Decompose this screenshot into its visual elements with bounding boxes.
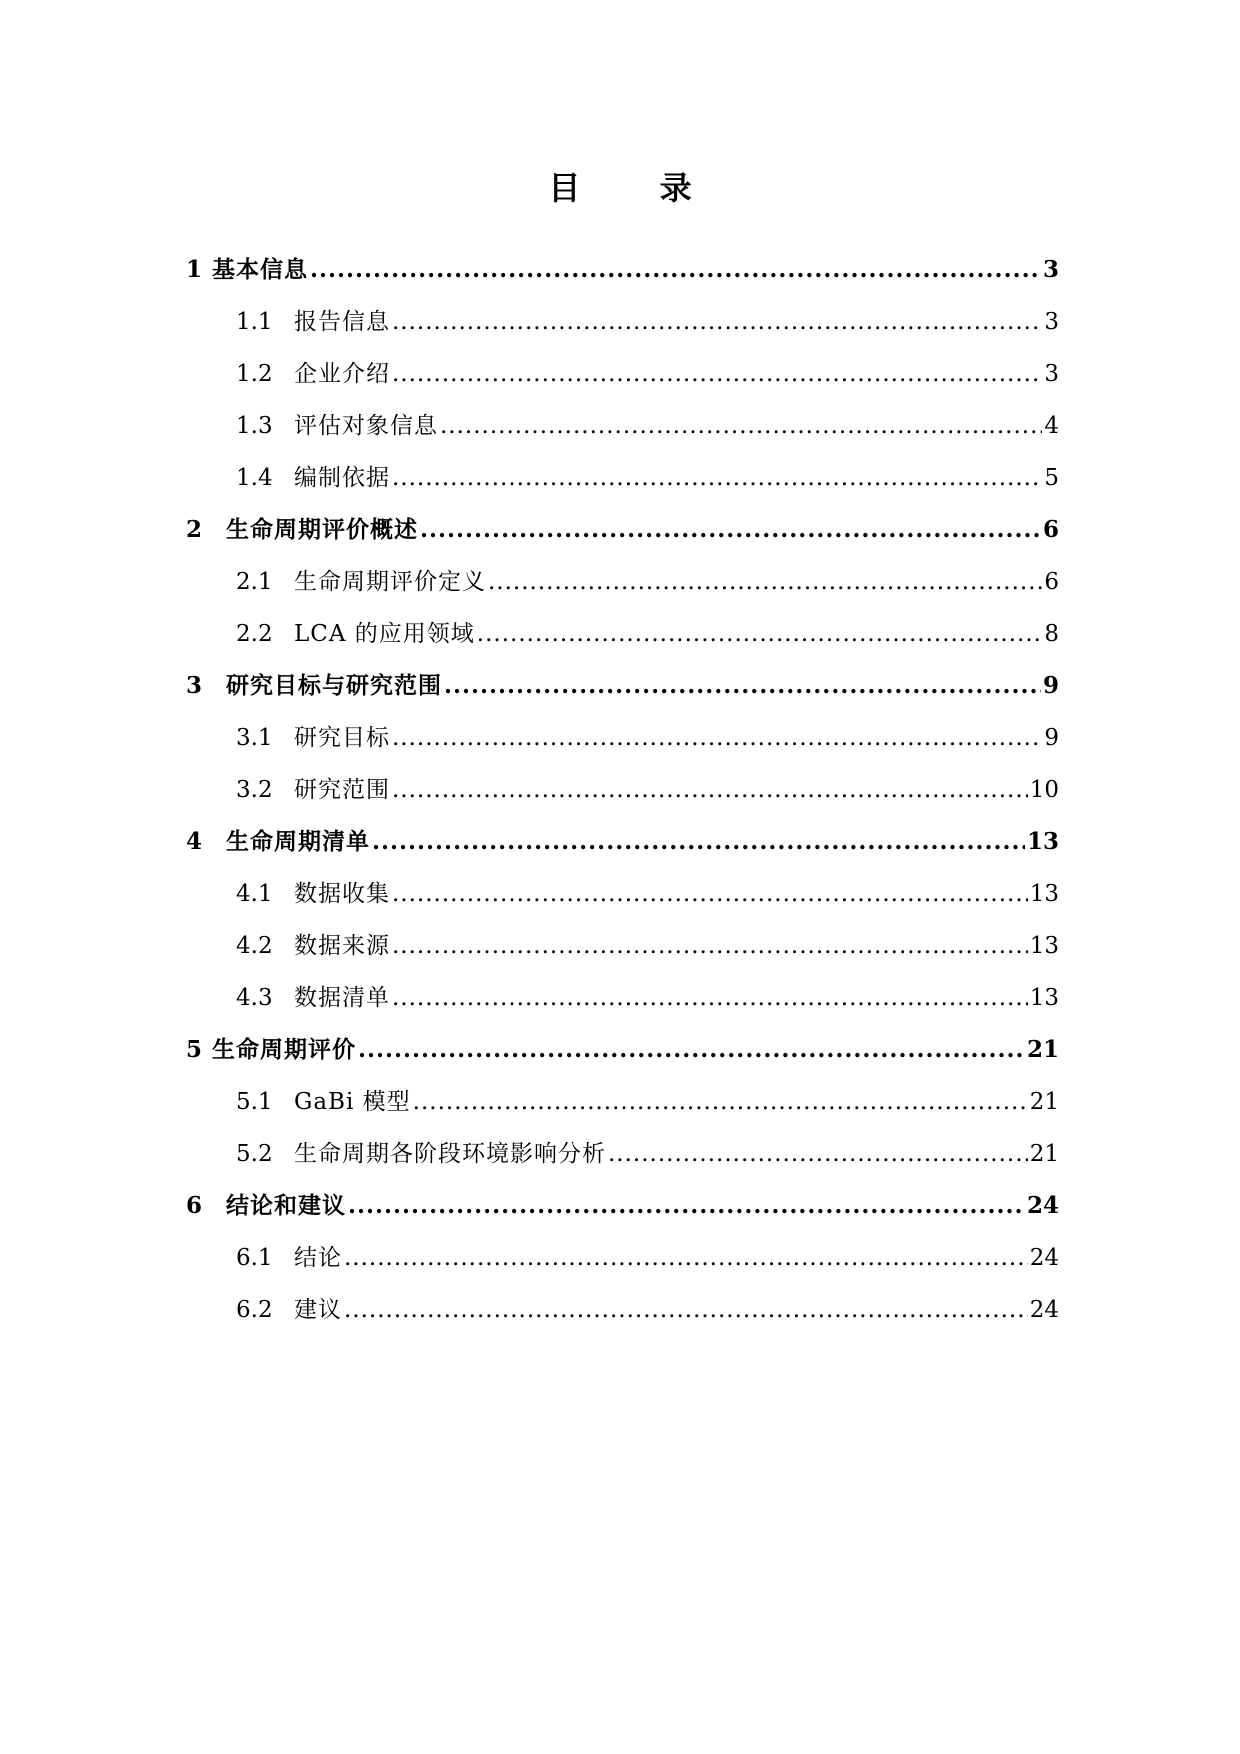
- toc-entry-number: 6: [186, 1192, 203, 1219]
- toc-entry-5[interactable]: [186, 1030, 1059, 1082]
- toc-entry-number: 6.1: [236, 1245, 273, 1271]
- toc-entry-page: 13: [1029, 881, 1059, 907]
- toc-entry-page: 3: [1044, 361, 1059, 387]
- dot-leader: [392, 458, 1042, 498]
- dot-leader: [392, 770, 1028, 810]
- toc-entry-1[interactable]: [186, 250, 1059, 302]
- toc-entry-number: 2.2: [236, 621, 273, 647]
- toc-entry-number: 1.3: [236, 413, 273, 439]
- toc-entry-6-2[interactable]: [186, 1290, 1059, 1342]
- toc-entry-label: 评估对象信息: [294, 413, 438, 439]
- toc-entry-number: 1.4: [236, 465, 273, 491]
- toc-entry-label: GaBi 模型: [294, 1089, 411, 1115]
- toc-entry-number: 5.2: [236, 1141, 273, 1167]
- toc-entry-number: 2: [186, 516, 203, 543]
- toc-entry-number: 3.1: [236, 725, 273, 751]
- toc-entry-page: 5: [1044, 465, 1059, 491]
- toc-entry-number: 1.2: [236, 361, 273, 387]
- toc-entry-1-3[interactable]: [186, 406, 1059, 458]
- toc-entry-page: 6: [1044, 569, 1059, 595]
- toc-entry-page: 3: [1044, 309, 1059, 335]
- dot-leader: [344, 1290, 1028, 1330]
- toc-entry-label: 编制依据: [294, 465, 390, 491]
- dot-leader: [392, 718, 1042, 758]
- toc-entry-label: LCA 的应用领域: [294, 621, 475, 647]
- dot-leader: [392, 978, 1028, 1018]
- toc-entry-page: 9: [1044, 725, 1059, 751]
- dot-leader: [392, 302, 1042, 342]
- toc-entry-label: 生命周期各阶段环境影响分析: [294, 1141, 606, 1167]
- toc-entry-5-2[interactable]: [186, 1134, 1059, 1186]
- toc-entry-label: 研究目标: [294, 725, 390, 751]
- toc-entry-label: 研究范围: [294, 777, 390, 803]
- toc-entry-page: 3: [1042, 256, 1059, 283]
- toc-entry-number: 4.1: [236, 881, 273, 907]
- toc-entry-3[interactable]: [186, 666, 1059, 718]
- dot-leader: [348, 1186, 1025, 1226]
- dot-leader: [310, 250, 1041, 290]
- toc-entry-1-1[interactable]: [186, 302, 1059, 354]
- toc-entry-label: 生命周期评价: [212, 1036, 356, 1063]
- toc-entry-page: 10: [1029, 777, 1059, 803]
- toc-entry-number: 4: [186, 828, 203, 855]
- toc-entry-number: 4.3: [236, 985, 273, 1011]
- toc-entry-number: 5: [186, 1036, 203, 1063]
- toc-entry-page: 21: [1029, 1141, 1059, 1167]
- dot-leader: [413, 1082, 1028, 1122]
- dot-leader: [344, 1238, 1028, 1278]
- toc-entry-page: 4: [1044, 413, 1059, 439]
- dot-leader: [372, 822, 1025, 862]
- dot-leader: [488, 562, 1042, 602]
- toc-entry-label: 数据清单: [294, 985, 390, 1011]
- toc-entry-page: 13: [1029, 933, 1059, 959]
- toc-entry-page: 21: [1026, 1036, 1059, 1063]
- dot-leader: [477, 614, 1043, 654]
- dot-leader: [392, 354, 1042, 394]
- toc-entry-number: 5.1: [236, 1089, 273, 1115]
- toc-entry-page: 24: [1029, 1297, 1059, 1323]
- toc-entry-label: 基本信息: [212, 256, 308, 283]
- toc-entry-6-1[interactable]: [186, 1238, 1059, 1290]
- table-of-contents: [186, 250, 1059, 1342]
- toc-entry-label: 结论: [294, 1245, 342, 1271]
- toc-entry-4-2[interactable]: [186, 926, 1059, 978]
- toc-entry-label: 数据来源: [294, 933, 390, 959]
- dot-leader: [444, 666, 1041, 706]
- toc-entry-label: 生命周期评价定义: [294, 569, 486, 595]
- toc-entry-number: 1.1: [236, 309, 273, 335]
- dot-leader: [392, 874, 1028, 914]
- toc-entry-label: 企业介绍: [294, 361, 390, 387]
- toc-entry-2[interactable]: [186, 510, 1059, 562]
- toc-entry-number: 6.2: [236, 1297, 273, 1323]
- toc-entry-page: 9: [1042, 672, 1059, 699]
- toc-entry-4-1[interactable]: [186, 874, 1059, 926]
- toc-entry-label: 生命周期评价概述: [226, 516, 418, 543]
- toc-entry-page: 8: [1044, 621, 1059, 647]
- page-title: 目 录: [548, 169, 726, 207]
- toc-entry-label: 数据收集: [294, 881, 390, 907]
- toc-entry-page: 13: [1026, 828, 1059, 855]
- toc-entry-page: 21: [1029, 1089, 1059, 1115]
- toc-entry-label: 报告信息: [294, 309, 390, 335]
- toc-entry-number: 1: [186, 256, 203, 283]
- dot-leader: [608, 1134, 1028, 1174]
- toc-entry-page: 24: [1029, 1245, 1059, 1271]
- toc-entry-label: 研究目标与研究范围: [226, 672, 442, 699]
- toc-entry-1-2[interactable]: [186, 354, 1059, 406]
- toc-entry-4[interactable]: [186, 822, 1059, 874]
- toc-entry-number: 2.1: [236, 569, 273, 595]
- toc-entry-label: 建议: [294, 1297, 342, 1323]
- toc-entry-6[interactable]: [186, 1186, 1059, 1238]
- toc-entry-1-4[interactable]: [186, 458, 1059, 510]
- dot-leader: [440, 406, 1042, 446]
- dot-leader: [392, 926, 1028, 966]
- toc-entry-3-1[interactable]: [186, 718, 1059, 770]
- toc-entry-page: 6: [1042, 516, 1059, 543]
- dot-leader: [420, 510, 1041, 550]
- toc-entry-5-1[interactable]: [186, 1082, 1059, 1134]
- toc-entry-page: 24: [1026, 1192, 1059, 1219]
- toc-entry-label: 结论和建议: [226, 1192, 346, 1219]
- toc-entry-label: 生命周期清单: [226, 828, 370, 855]
- toc-entry-2-2[interactable]: [186, 614, 1059, 666]
- toc-entry-4-3[interactable]: [186, 978, 1059, 1030]
- toc-entry-number: 3: [186, 672, 203, 699]
- dot-leader: [358, 1030, 1025, 1070]
- toc-entry-number: 3.2: [236, 777, 273, 803]
- toc-entry-3-2[interactable]: [186, 770, 1059, 822]
- toc-entry-page: 13: [1029, 985, 1059, 1011]
- toc-entry-2-1[interactable]: [186, 562, 1059, 614]
- toc-entry-number: 4.2: [236, 933, 273, 959]
